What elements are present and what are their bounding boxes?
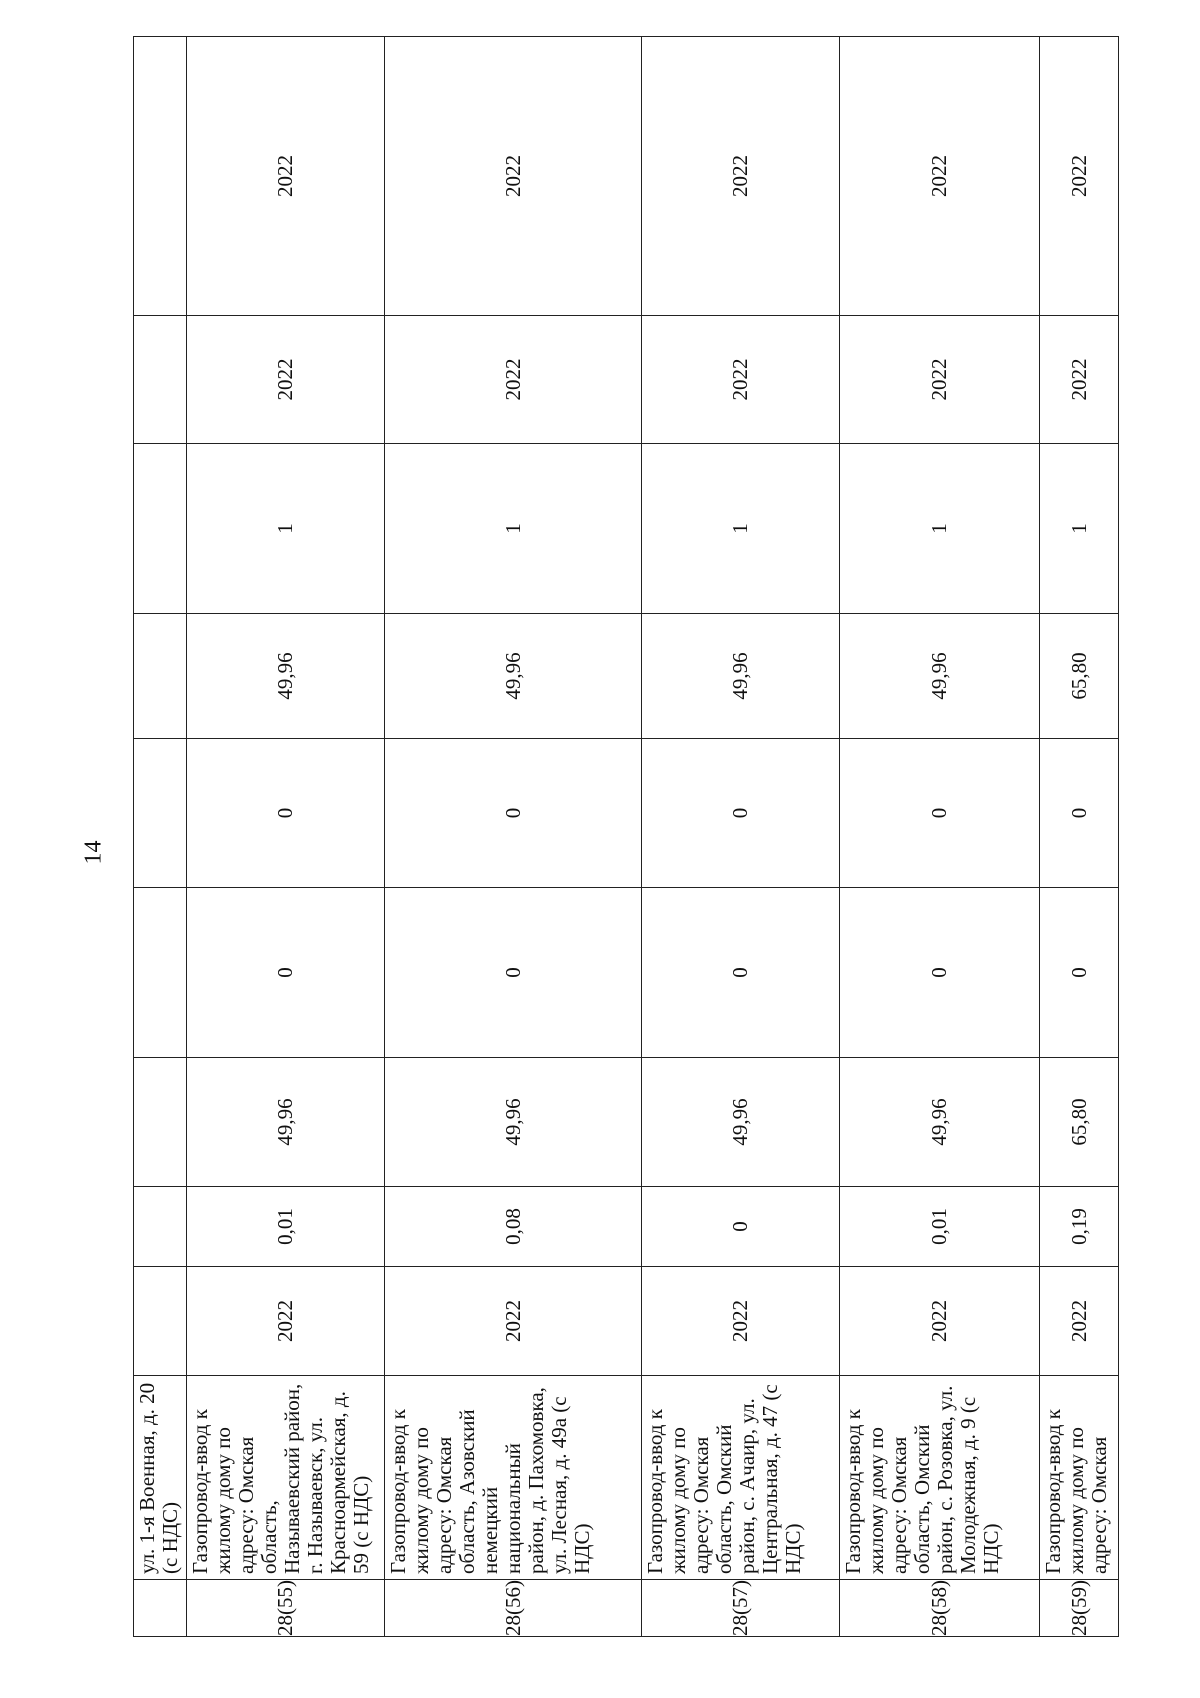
row-id: 28(56): [385, 1580, 642, 1637]
row-value: 0: [642, 739, 840, 888]
row-id: 28(59): [1040, 1580, 1119, 1637]
table-row: [187, 37, 385, 1637]
row-value: 49,96: [187, 1058, 385, 1187]
row-value: 0: [385, 888, 642, 1058]
row-value: 49,96: [642, 614, 840, 739]
row-id: 28(57): [642, 1580, 840, 1637]
table-row: [385, 37, 642, 1637]
continuation-row: [134, 37, 187, 1637]
row-description: Газопровод-ввод к жилому дому по адресу: Омская область, Омский район, с. Розовка, ул. Молодежная, д. 9 (с НДС): [840, 1376, 1040, 1580]
row-value: 0: [642, 1187, 840, 1267]
row-value: 0: [642, 888, 840, 1058]
row-year: 2022: [840, 1267, 1040, 1376]
cell-empty: [134, 1580, 187, 1637]
table-row: [1040, 37, 1119, 1637]
row-id: 28(58): [840, 1580, 1040, 1637]
row-value: 0: [187, 739, 385, 888]
row-value: 0: [840, 888, 1040, 1058]
row-value: 2022: [1040, 37, 1119, 316]
row-value: 2022: [642, 316, 840, 444]
row-value: 49,96: [840, 1058, 1040, 1187]
cell-empty: [134, 614, 187, 739]
row-value: 65,80: [1040, 1058, 1119, 1187]
rotated-table-container: [133, 37, 1118, 1637]
cell-empty: [134, 1187, 187, 1267]
cell-empty: [134, 888, 187, 1058]
row-value: 1: [385, 444, 642, 614]
row-value: 0,08: [385, 1187, 642, 1267]
row-value: 0: [187, 888, 385, 1058]
row-year: 2022: [187, 1267, 385, 1376]
row-description: Газопровод-ввод к жилому дому по адресу: Омская область, Омский район, с. Ачаир, ул. Центральная, д. 47 (с НДС): [642, 1376, 840, 1580]
row-description: Газопровод-ввод к жилому дому по адресу: Омская область, Азовский немецкий национальный район, д. Пахомовка, ул. Лесная, д. 49а (с НДС): [385, 1376, 642, 1580]
row-value: 2022: [840, 37, 1040, 316]
page-number-text: 14: [80, 840, 107, 864]
cell-empty: [134, 316, 187, 444]
row-year: 2022: [1040, 1267, 1119, 1376]
row-value: 2022: [187, 37, 385, 316]
row-value: 65,80: [1040, 614, 1119, 739]
row-value: 0,01: [187, 1187, 385, 1267]
row-year: 2022: [642, 1267, 840, 1376]
row-description: Газопровод-ввод к жилому дому по адресу: Омская: [1040, 1376, 1119, 1580]
row-value: 0: [1040, 888, 1119, 1058]
row-value: 49,96: [187, 614, 385, 739]
cell-empty: [134, 739, 187, 888]
row-value: 2022: [642, 37, 840, 316]
row-value: 49,96: [840, 614, 1040, 739]
row-value: 2022: [385, 316, 642, 444]
table-row: [642, 37, 840, 1637]
row-id: 28(55): [187, 1580, 385, 1637]
row-value: 0,01: [840, 1187, 1040, 1267]
row-value: 1: [642, 444, 840, 614]
row-value: 49,96: [642, 1058, 840, 1187]
page-number: [74, 832, 114, 872]
row-value: 0: [385, 739, 642, 888]
cell-empty: [134, 444, 187, 614]
row-value: 2022: [385, 37, 642, 316]
row-value: 1: [1040, 444, 1119, 614]
table-row: [840, 37, 1040, 1637]
cell-empty: [134, 37, 187, 316]
row-value: 1: [187, 444, 385, 614]
row-value: 0: [1040, 739, 1119, 888]
row-value: 2022: [1040, 316, 1119, 444]
row-value: 49,96: [385, 614, 642, 739]
cell-empty: [134, 1267, 187, 1376]
row-year: 2022: [385, 1267, 642, 1376]
row-description: Газопровод-ввод к жилому дому по адресу: Омская область, Называевский район, г. Называевск, ул. Красноармейская, д. 59 (с НДС): [187, 1376, 385, 1580]
row-value: 0: [840, 739, 1040, 888]
row-value: 2022: [840, 316, 1040, 444]
row-value: 0,19: [1040, 1187, 1119, 1267]
cell-empty: [134, 1058, 187, 1187]
investment-table: [133, 36, 1119, 1637]
continuation-text: ул. 1-я Военная, д. 20 (с НДС): [134, 1376, 187, 1580]
row-value: 49,96: [385, 1058, 642, 1187]
row-value: 1: [840, 444, 1040, 614]
row-value: 2022: [187, 316, 385, 444]
